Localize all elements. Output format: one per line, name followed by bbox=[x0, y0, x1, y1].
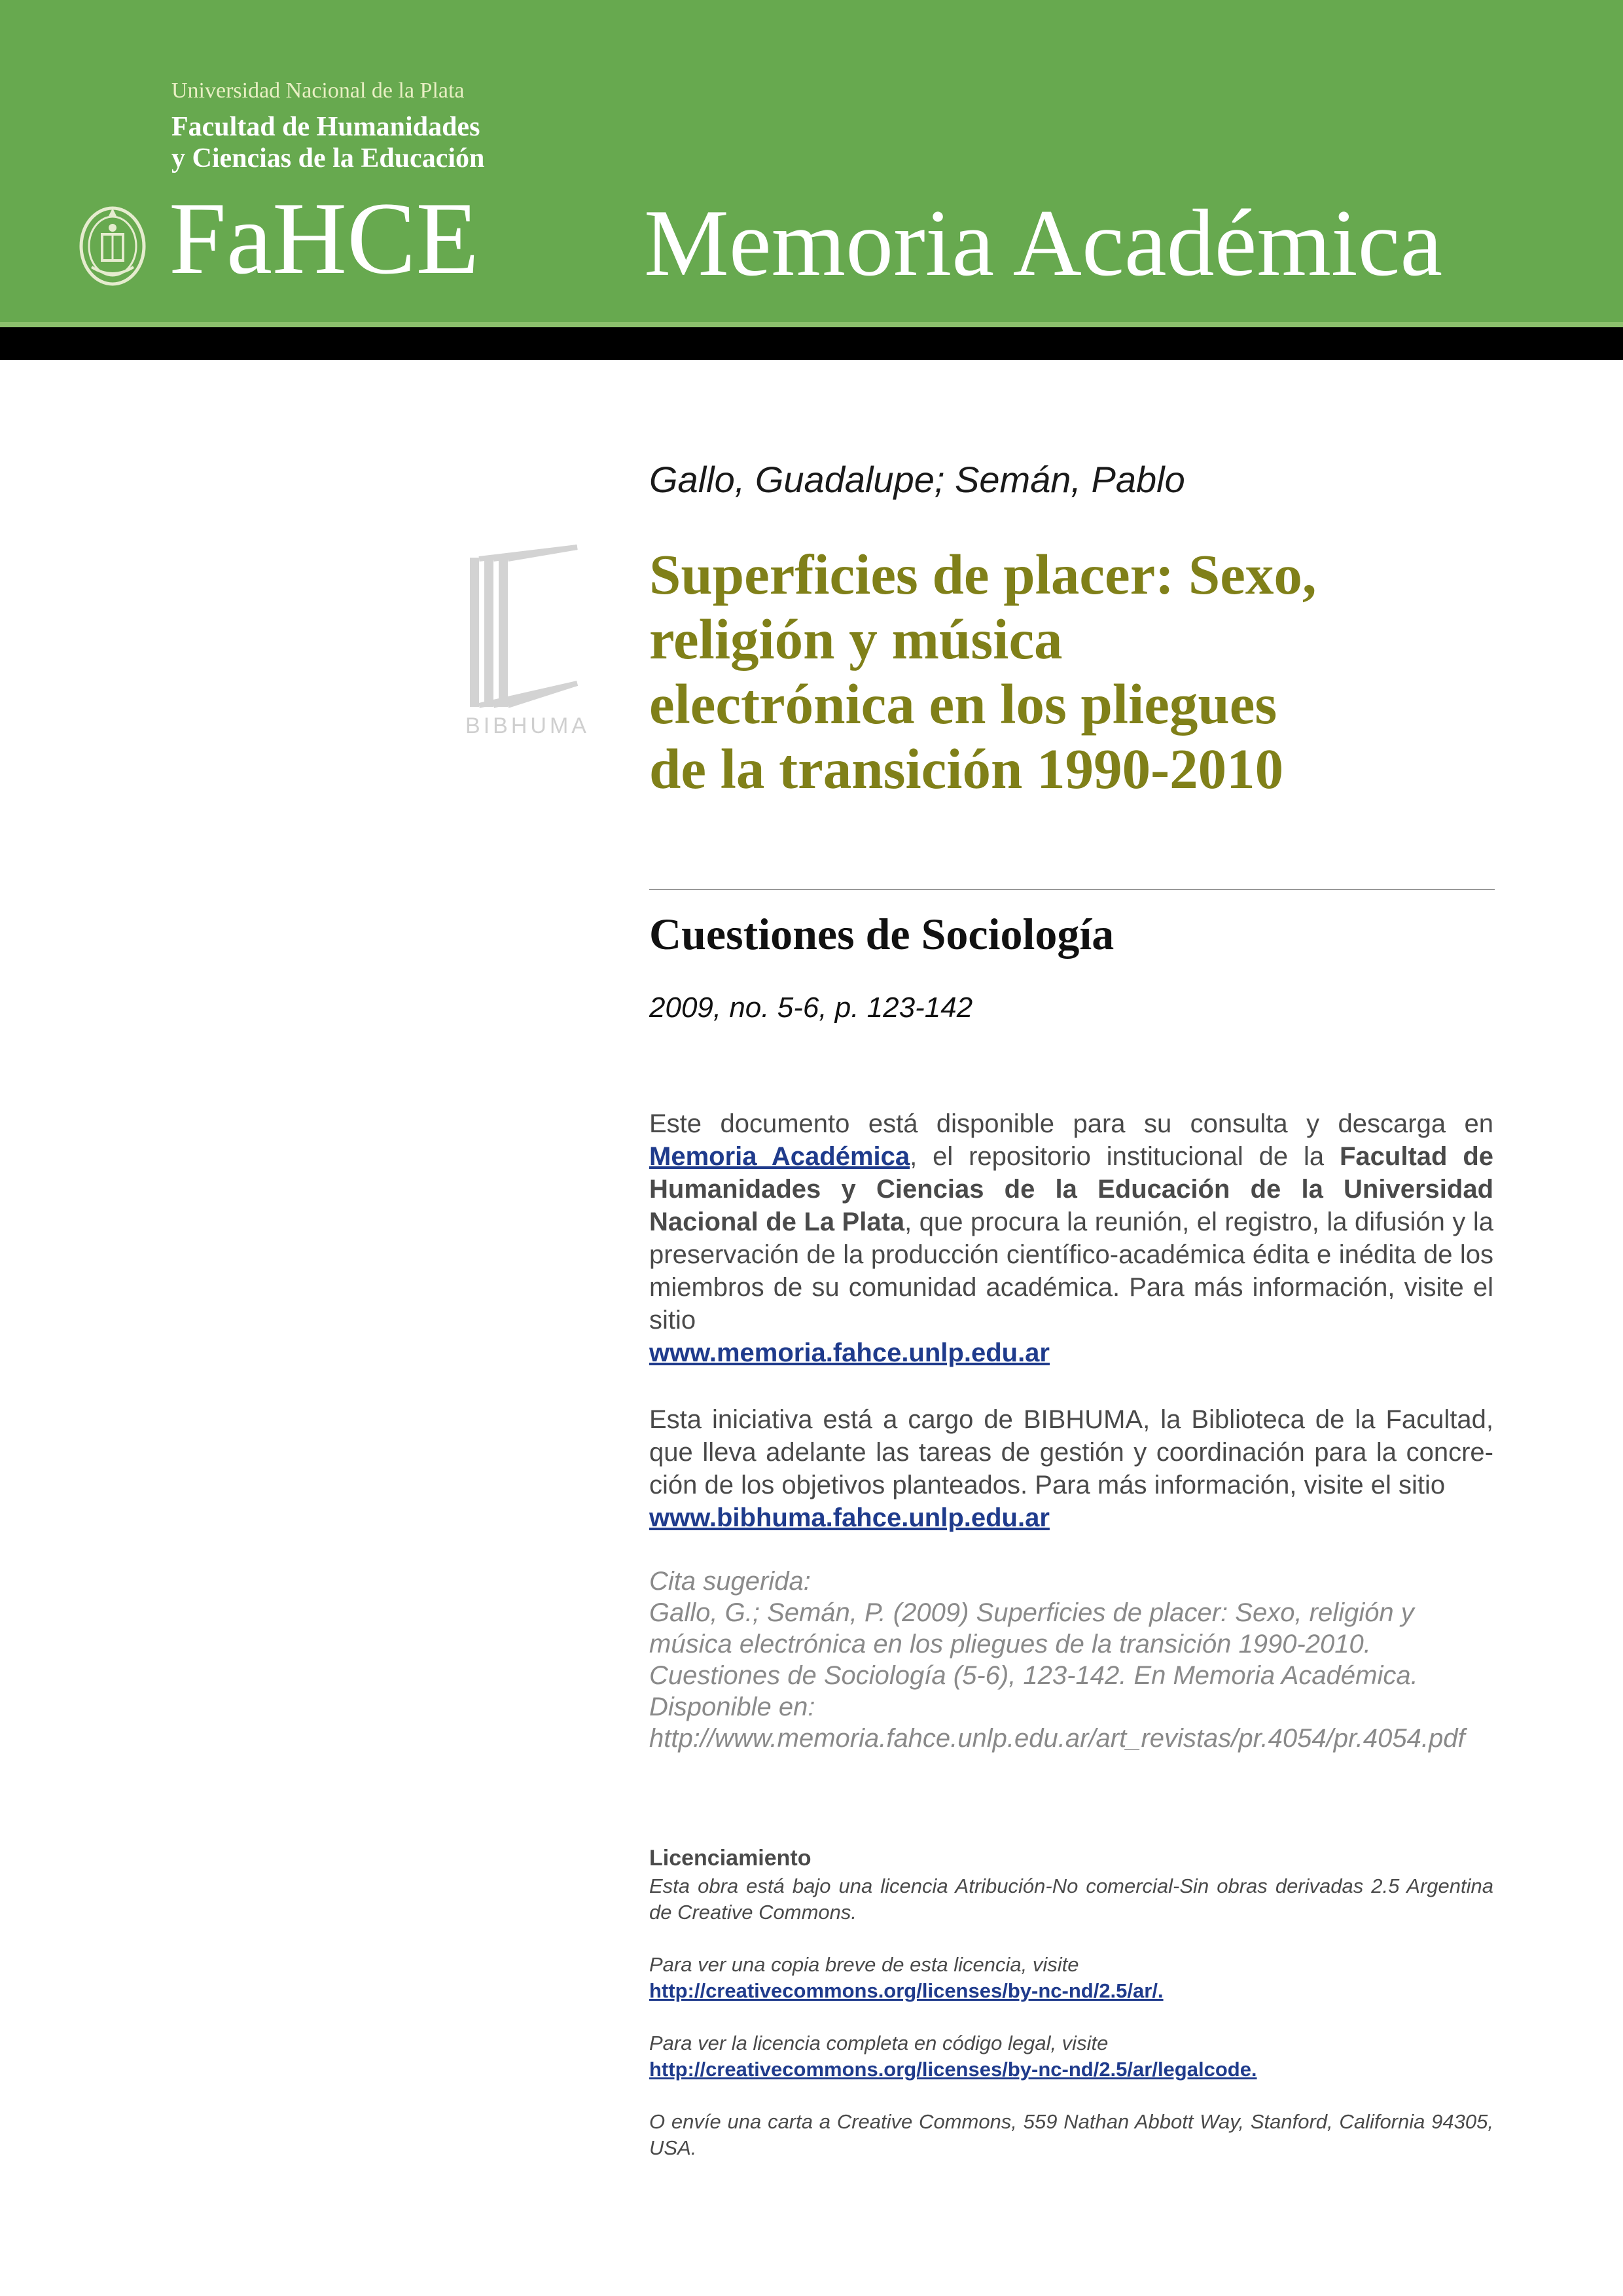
title-line: religión y música bbox=[649, 607, 1063, 671]
repository-title: Memoria Académica bbox=[644, 190, 1443, 296]
memoria-academica-link[interactable]: Memoria Académica bbox=[649, 1142, 910, 1171]
faculty-name-line2: y Ciencias de la Educación bbox=[171, 143, 485, 173]
license-heading: Licenciamiento bbox=[649, 1846, 812, 1871]
title-divider bbox=[649, 889, 1495, 890]
license-address bbox=[649, 2109, 1493, 2161]
bibhuma-logo-text: BIBHUMA bbox=[465, 713, 590, 738]
license-legal-section bbox=[649, 2030, 1493, 2083]
bibhuma-url-link[interactable]: www.bibhuma.fahce.unlp.edu.ar bbox=[649, 1503, 1050, 1532]
university-seal-icon bbox=[77, 202, 148, 287]
license-description: Esta obra está bajo una licencia Atribución-No comercial-Sin obras derivadas 2.5 Argentina de Creative Commons. bbox=[649, 1874, 1493, 1924]
citation-line: música electrónica en los pliegues de la transición 1990-2010. bbox=[649, 1630, 1371, 1659]
citation-line: Cuestiones de Sociología (5-6), 123-142. En Memoria Académica. bbox=[649, 1661, 1418, 1690]
header-black-bar bbox=[0, 327, 1623, 360]
university-name: Universidad Nacional de la Plata bbox=[171, 79, 465, 103]
suggested-citation bbox=[649, 1566, 1493, 1754]
availability-paragraph bbox=[649, 1107, 1493, 1369]
license-short-link[interactable]: http://creativecommons.org/licenses/by-nc-nd/2.5/ar/. bbox=[649, 1979, 1164, 2002]
journal-name: Cuestiones de Sociología bbox=[649, 909, 1115, 959]
article-title bbox=[649, 542, 1493, 801]
availability-text: Este documento está disponible para su consulta y descarga en bbox=[649, 1109, 1493, 1138]
license-legal-text: Para ver la licencia completa en código legal, visite bbox=[649, 2032, 1109, 2054]
license-address-text: O envíe una carta a Creative Commons, 559 Nathan Abbott Way, Stanford, California 94305, USA. bbox=[649, 2110, 1493, 2159]
availability-text: , que procura la reunión, el registro, la difusión y la preservación de la producción científico-académica édita e inédita de los miembros de su comunidad académica. Para más información, visite el sitio bbox=[649, 1208, 1493, 1335]
bibhuma-paragraph bbox=[649, 1403, 1493, 1534]
title-line: de la transición 1990-2010 bbox=[649, 737, 1284, 800]
citation-url: http://www.memoria.fahce.unlp.edu.ar/art_revistas/pr.4054/pr.4054.pdf bbox=[649, 1724, 1465, 1753]
citation-line: Disponible en: bbox=[649, 1693, 815, 1721]
faculty-full-name: Facultad de Humanidades y Ciencias de la Educación de la Universidad Nacional de La Plata bbox=[649, 1142, 1493, 1236]
license-text bbox=[649, 1873, 1493, 1926]
citation-label: Cita sugerida: bbox=[649, 1567, 811, 1596]
availability-text: , el repositorio institucional de la bbox=[910, 1142, 1340, 1171]
license-legal-link[interactable]: http://creativecommons.org/licenses/by-nc-nd/2.5/ar/legalcode. bbox=[649, 2058, 1257, 2081]
title-line: Superficies de placer: Sexo, bbox=[649, 543, 1317, 606]
bibhuma-logo bbox=[458, 543, 602, 740]
memoria-url-link[interactable]: www.memoria.fahce.unlp.edu.ar bbox=[649, 1338, 1050, 1367]
license-short-text: Para ver una copia breve de esta licencia, visite bbox=[649, 1953, 1079, 1976]
journal-issue: 2009, no. 5-6, p. 123-142 bbox=[649, 992, 973, 1024]
fahce-brand: FaHCE bbox=[169, 181, 479, 296]
article-authors: Gallo, Guadalupe; Semán, Pablo bbox=[649, 459, 1185, 500]
faculty-name-line1: Facultad de Humanidades bbox=[171, 112, 480, 142]
license-short-section bbox=[649, 1952, 1493, 2004]
title-line: electrónica en los pliegues bbox=[649, 672, 1277, 736]
citation-line: Gallo, G.; Semán, P. (2009) Superficies de placer: Sexo, religión y bbox=[649, 1598, 1414, 1627]
banner-divider bbox=[0, 322, 1623, 327]
bibhuma-text: Esta iniciativa está a cargo de BIBHUMA, la Biblioteca de la Facultad, que lleva adelante las tareas de gestión y coordinación para la concre-ción de los objetivos planteados. Para más información, visite el sitio bbox=[649, 1405, 1493, 1499]
